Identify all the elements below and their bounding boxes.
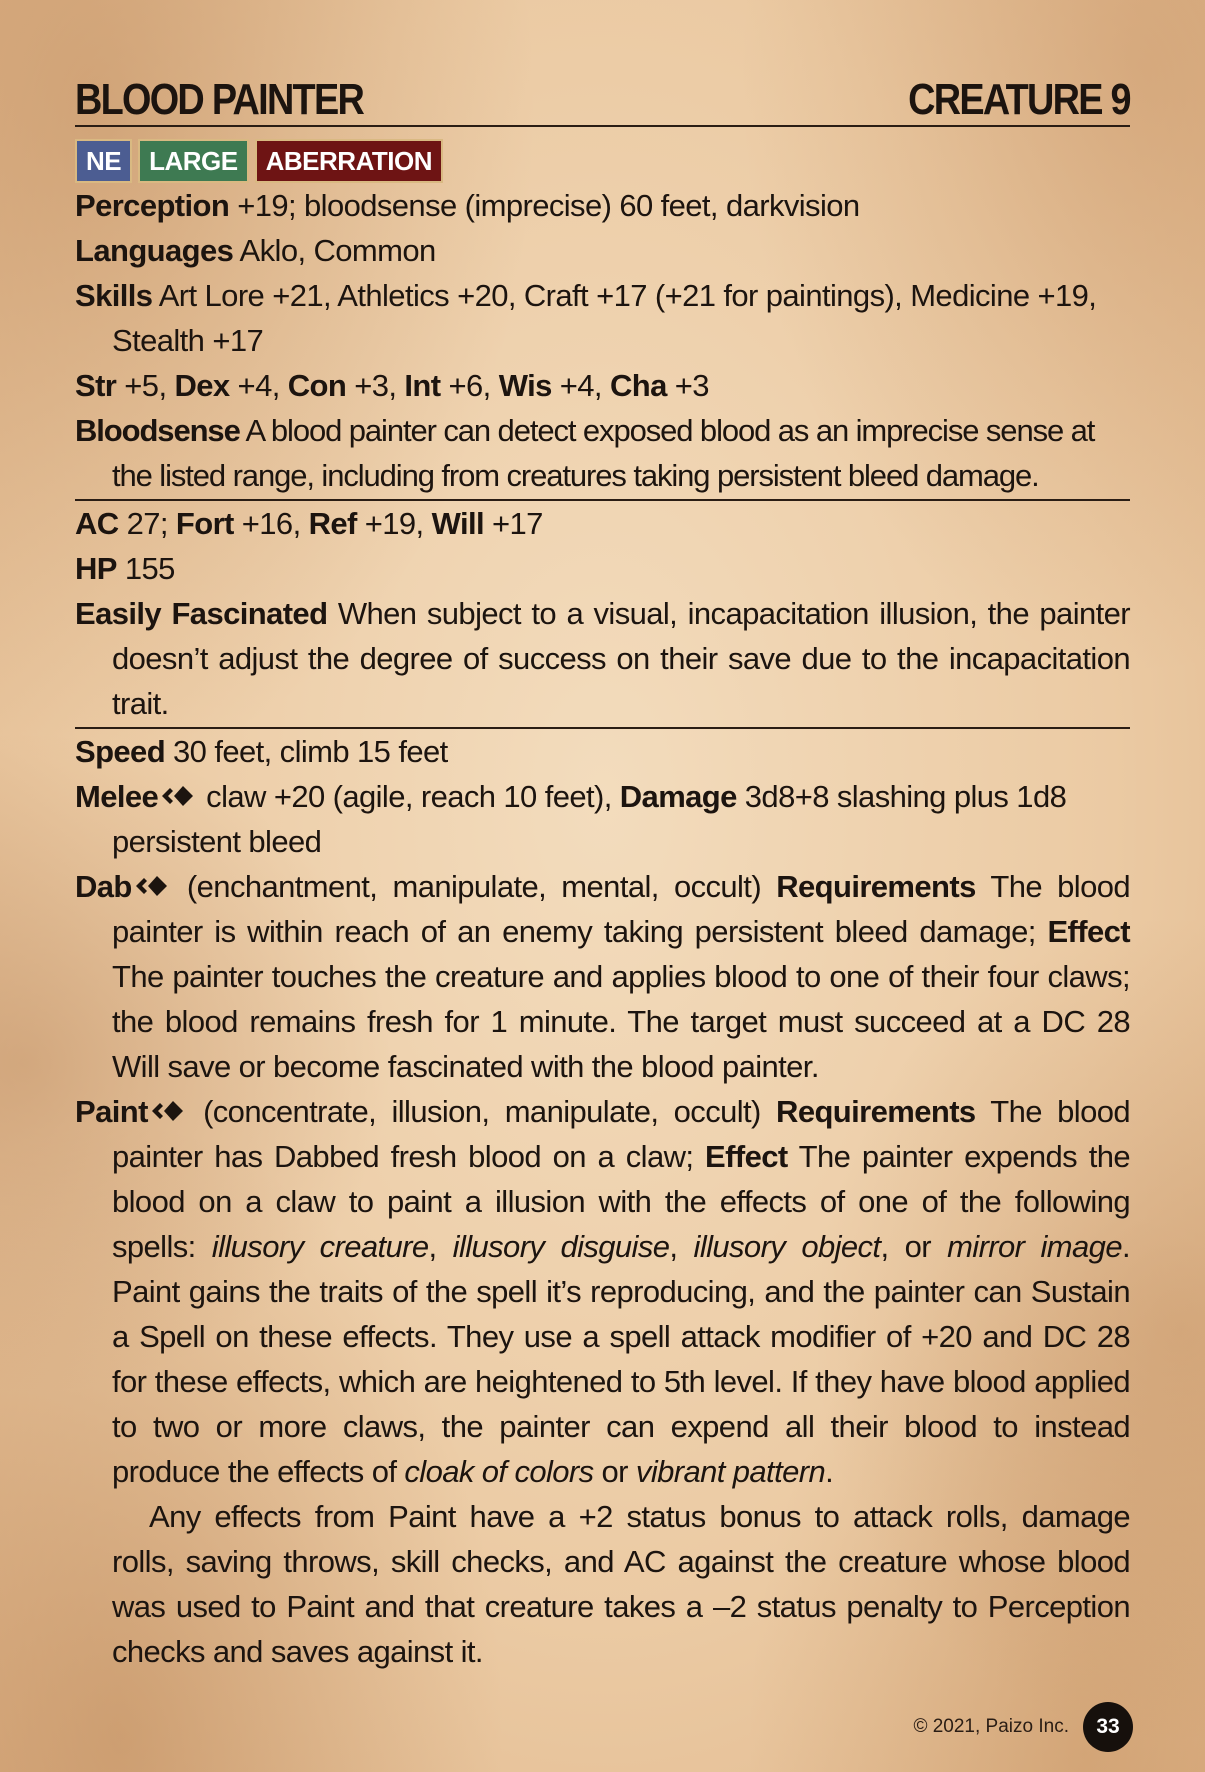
dab-effect-label: Effect xyxy=(1047,914,1130,949)
speed-text: 30 feet, climb 15 feet xyxy=(165,734,448,769)
dex-label: Dex xyxy=(174,368,230,403)
creature-level: CREATURE 9 xyxy=(908,75,1130,124)
trait-size: LARGE xyxy=(138,139,249,183)
skills-text: Art Lore +21, Athletics +20, Craft +17 (+21 for paintings), Medicine +19, Stealth +17 xyxy=(112,278,1097,358)
ref-value: +19, xyxy=(356,506,432,541)
perception-line xyxy=(75,183,1130,228)
str-value: +5 xyxy=(116,368,159,403)
trait-list xyxy=(75,139,1130,183)
trait-type: ABERRATION xyxy=(255,139,443,183)
easily-fascinated-text: When subject to a visual, incapacitation illusion, the painter doesn’t adjust the degree of success on their save due to the incapacitation trait. xyxy=(112,596,1130,721)
stat-block xyxy=(75,66,1130,1674)
spell-mirror-image: mirror image xyxy=(947,1229,1122,1264)
sep-3: , or xyxy=(880,1229,948,1264)
creature-name: BLOOD PAINTER xyxy=(75,75,364,124)
dab-requirements-label: Requirements xyxy=(776,869,976,904)
single-action-icon xyxy=(150,1096,184,1126)
ac-value: 27; xyxy=(118,506,176,541)
page-number: 33 xyxy=(1083,1702,1133,1752)
spell-vibrant-pattern: vibrant pattern xyxy=(635,1454,826,1489)
hp-line xyxy=(75,546,1130,591)
bloodsense-text: A blood painter can detect exposed blood as an imprecise sense at the listed range, including from creatures taking persistent bleed damage. xyxy=(112,413,1095,493)
will-label: Will xyxy=(431,506,485,541)
perception-label: Perception xyxy=(75,188,230,223)
languages-text: Aklo, Common xyxy=(233,233,436,268)
languages-line xyxy=(75,228,1130,273)
single-action-icon xyxy=(134,871,168,901)
fort-label: Fort xyxy=(175,506,234,541)
bloodsense-label: Bloodsense xyxy=(75,413,240,448)
paint-label: Paint xyxy=(75,1094,148,1129)
con-label: Con xyxy=(287,368,347,403)
paint-effect-a: The painter expends the blood on a claw to paint a illusion with the effects of one of the following spells: xyxy=(112,1139,1130,1264)
hp-label: HP xyxy=(75,551,117,586)
sep-5: or xyxy=(593,1454,636,1489)
sep-1: , xyxy=(428,1229,453,1264)
melee-label: Melee xyxy=(75,779,159,814)
paint-paragraph-2: Any effects from Paint have a +2 status bonus to attack rolls, damage rolls, saving throws, skill checks, and AC against the creature whose blood was used to Paint and that creature takes a –2 status penalty to Perception checks and saves against it. xyxy=(112,1499,1130,1669)
str-label: Str xyxy=(75,368,117,403)
spell-cloak-of-colors: cloak of colors xyxy=(404,1454,594,1489)
dab-label: Dab xyxy=(75,869,132,904)
spell-illusory-creature: illusory creature xyxy=(211,1229,429,1264)
hp-value: 155 xyxy=(116,551,175,586)
con-value: +3 xyxy=(346,368,389,403)
single-action-icon xyxy=(160,781,194,811)
skills-line xyxy=(75,273,1130,363)
paint-end: . xyxy=(825,1454,834,1489)
cha-value: +3 xyxy=(666,368,709,403)
trait-alignment: NE xyxy=(75,139,132,183)
melee-damage: 3d8+8 slashing plus 1d8 persistent bleed xyxy=(112,779,1067,859)
easily-fascinated-label: Easily Fascinated xyxy=(75,596,328,631)
fort-value: +16, xyxy=(233,506,309,541)
melee-damage-label: Damage xyxy=(619,779,737,814)
page-footer xyxy=(913,1702,1133,1752)
paint-effect-b: . Paint gains the traits of the spell it’s reproducing, and the painter can Sustain a Spell on these effects. They use a spell attack modifier of +20 and DC 28 for these effects, which are heightened to 5th level. If they have blood applied to two or more claws, the painter can expend all their blood to instead produce the effects of xyxy=(112,1229,1130,1489)
dab-effect: The painter touches the creature and applies blood to one of their four claws; the blood remains fresh for 1 minute. The target must succeed at a DC 28 Will save or become fascinated with the blood painter. xyxy=(112,959,1130,1084)
spell-illusory-object: illusory object xyxy=(693,1229,881,1264)
bloodsense-line xyxy=(75,408,1130,498)
paint-requirements-label: Requirements xyxy=(776,1094,976,1129)
spell-illusory-disguise: illusory disguise xyxy=(452,1229,670,1264)
int-label: Int xyxy=(404,368,441,403)
speed-line xyxy=(75,729,1130,774)
dab-line xyxy=(75,864,1130,1089)
defense-line xyxy=(75,501,1130,546)
languages-label: Languages xyxy=(75,233,234,268)
paint-traits: (concentrate, illusion, manipulate, occult) xyxy=(187,1094,777,1129)
dex-value: +4 xyxy=(229,368,272,403)
ref-label: Ref xyxy=(308,506,357,541)
skills-label: Skills xyxy=(75,278,153,313)
melee-line xyxy=(75,774,1130,864)
ac-label: AC xyxy=(75,506,119,541)
will-value: +17 xyxy=(484,506,543,541)
ability-scores: Str +5, Dex +4, Con +3, Int +6, Wis +4, Cha +3 xyxy=(75,368,709,403)
sep-2: , xyxy=(669,1229,694,1264)
wis-value: +4 xyxy=(551,368,594,403)
dab-requirements: The blood painter is within reach of an enemy taking persistent bleed damage; xyxy=(112,869,1130,949)
copyright: © 2021, Paizo Inc. xyxy=(913,1716,1069,1737)
dab-traits: (enchantment, manipulate, mental, occult) xyxy=(171,869,777,904)
paint-requirements: The blood painter has Dabbed fresh blood on a claw; xyxy=(112,1094,1131,1174)
paint-line xyxy=(75,1089,1130,1494)
wis-label: Wis xyxy=(498,368,552,403)
title-row xyxy=(75,66,1130,127)
easily-fascinated-line xyxy=(75,591,1130,726)
int-value: +6 xyxy=(440,368,483,403)
speed-label: Speed xyxy=(75,734,166,769)
melee-attack: claw +20 (agile, reach 10 feet), xyxy=(198,779,620,814)
cha-label: Cha xyxy=(609,368,667,403)
perception-text: +19; bloodsense (imprecise) 60 feet, darkvision xyxy=(229,188,860,223)
paint-effect-label: Effect xyxy=(705,1139,788,1174)
